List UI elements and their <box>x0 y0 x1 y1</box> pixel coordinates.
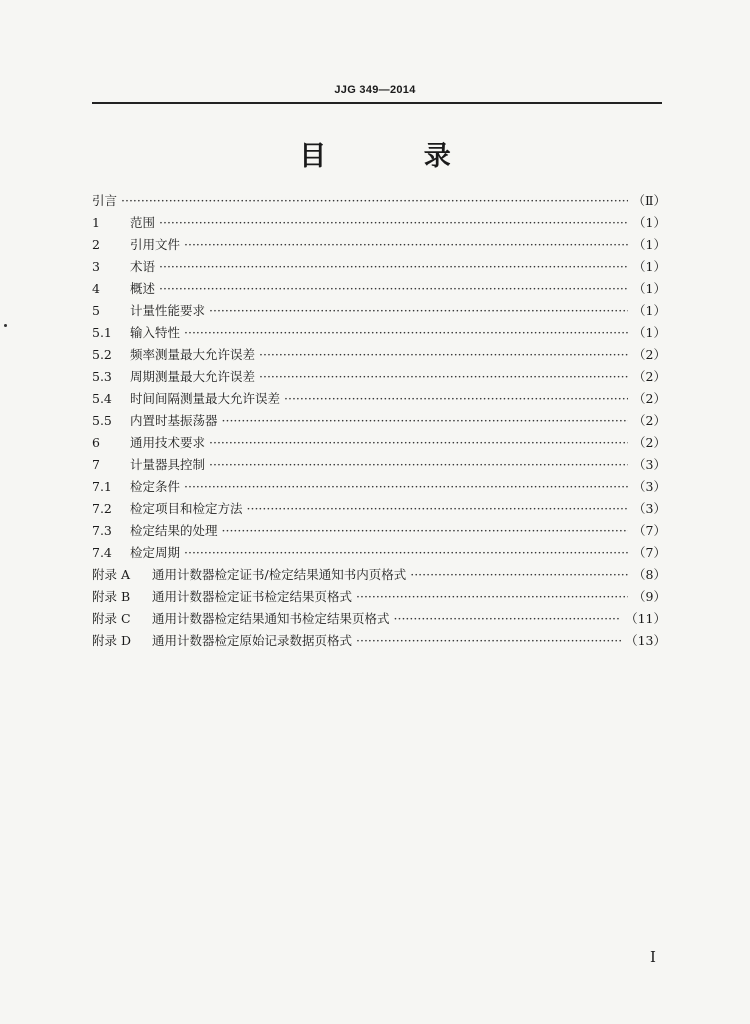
toc-entry-page: （2） <box>633 391 666 406</box>
toc-entry[interactable] <box>92 476 666 498</box>
dot-leader <box>159 212 628 234</box>
toc-entry[interactable] <box>92 432 666 454</box>
toc-entry-label: 计量性能要求 <box>130 303 206 318</box>
toc-entry-label: 引用文件 <box>130 237 181 252</box>
toc-entry-number: 7.1 <box>92 479 112 494</box>
toc-entry-page: （3） <box>633 501 666 516</box>
dot-leader <box>184 234 628 256</box>
toc-entry-page: （7） <box>633 545 666 560</box>
scan-speck <box>4 324 7 327</box>
toc-entry[interactable] <box>92 234 666 256</box>
toc-entry-number: 5.3 <box>92 369 112 384</box>
dot-leader <box>247 498 628 520</box>
toc-entry-page: （3） <box>633 479 666 494</box>
toc-entry-number: 5.4 <box>92 391 112 406</box>
toc-entry[interactable] <box>92 520 666 542</box>
toc-entry-page: （1） <box>633 259 666 274</box>
toc-entry[interactable] <box>92 542 666 564</box>
dot-leader <box>184 542 628 564</box>
page-title: 目 录 <box>299 141 495 172</box>
toc-entry-label: 术语 <box>130 259 156 274</box>
toc-entry-number: 2 <box>92 237 100 252</box>
toc-entry[interactable] <box>92 366 666 388</box>
dot-leader <box>259 366 628 388</box>
dot-leader <box>184 322 628 344</box>
toc-entry-number: 5.5 <box>92 413 112 428</box>
toc-entry-number: 6 <box>92 435 100 450</box>
dot-leader <box>209 454 628 476</box>
appendix-label: 通用计数器检定证书/检定结果通知书内页格式 <box>152 567 407 582</box>
toc-entry-number: 7 <box>92 457 100 472</box>
dot-leader <box>209 432 628 454</box>
appendix-number: 附录 D <box>92 633 131 648</box>
appendix-page: （8） <box>633 567 666 582</box>
toc-appendix-entry[interactable] <box>92 564 666 586</box>
toc-entry-label: 周期测量最大允许误差 <box>130 369 256 384</box>
toc-entry-label: 引言 <box>92 193 118 208</box>
appendix-page: （9） <box>633 589 666 604</box>
dot-leader <box>284 388 628 410</box>
toc-entry-label: 检定周期 <box>130 545 181 560</box>
toc-entry[interactable] <box>92 388 666 410</box>
toc-entry-page: （7） <box>633 523 666 538</box>
toc-entry-number: 7.2 <box>92 501 112 516</box>
dot-leader <box>356 630 621 652</box>
toc-entry[interactable] <box>92 322 666 344</box>
toc-entry-label: 检定结果的处理 <box>130 523 218 538</box>
toc-appendix-entry[interactable] <box>92 630 666 652</box>
dot-leader <box>410 564 628 586</box>
toc-entry[interactable] <box>92 498 666 520</box>
header-rule <box>92 102 662 104</box>
appendix-page: （11） <box>625 611 666 626</box>
toc-entry-page: （2） <box>633 435 666 450</box>
toc-entry-label: 计量器具控制 <box>130 457 206 472</box>
toc-entry-page: （1） <box>633 237 666 252</box>
toc-entry-page: （2） <box>633 413 666 428</box>
appendix-number: 附录 C <box>92 611 131 626</box>
toc-entry-label: 输入特性 <box>130 325 181 340</box>
dot-leader <box>159 278 628 300</box>
toc-entry-page: （3） <box>633 457 666 472</box>
appendix-label: 通用计数器检定证书检定结果页格式 <box>152 589 353 604</box>
toc-entry-number: 7.3 <box>92 523 112 538</box>
toc-entry-page: （1） <box>633 215 666 230</box>
toc-entry-label: 内置时基振荡器 <box>130 413 218 428</box>
dot-leader <box>222 520 628 542</box>
toc-entry-label: 频率测量最大允许误差 <box>130 347 256 362</box>
dot-leader <box>222 410 628 432</box>
toc-entry-number: 5 <box>92 303 100 318</box>
page-number: I <box>650 948 656 966</box>
table-of-contents <box>92 190 666 652</box>
toc-entry-page: （1） <box>633 281 666 296</box>
toc-entry[interactable] <box>92 454 666 476</box>
toc-entry[interactable] <box>92 300 666 322</box>
appendix-number: 附录 B <box>92 589 131 604</box>
toc-entry-number: 5.1 <box>92 325 112 340</box>
toc-entry-label: 通用技术要求 <box>130 435 206 450</box>
toc-entry-page: （1） <box>633 325 666 340</box>
toc-entry[interactable] <box>92 410 666 432</box>
standard-code: JJG 349—2014 <box>334 84 416 96</box>
toc-entry[interactable] <box>92 212 666 234</box>
appendix-label: 通用计数器检定结果通知书检定结果页格式 <box>152 611 390 626</box>
toc-appendix-entry[interactable] <box>92 586 666 608</box>
toc-entry-label: 范围 <box>130 215 156 230</box>
toc-entry-number: 7.4 <box>92 545 112 560</box>
toc-entry-page: （2） <box>633 369 666 384</box>
toc-entry-label: 概述 <box>130 281 156 296</box>
toc-entry[interactable] <box>92 190 666 212</box>
toc-entry-label: 检定条件 <box>130 479 181 494</box>
dot-leader <box>209 300 628 322</box>
dot-leader <box>259 344 628 366</box>
toc-entry-number: 5.2 <box>92 347 112 362</box>
toc-entry-page: （Ⅱ） <box>632 193 666 208</box>
appendix-page: （13） <box>625 633 666 648</box>
toc-entry-label: 时间间隔测量最大允许误差 <box>130 391 281 406</box>
dot-leader <box>184 476 628 498</box>
dot-leader <box>394 608 622 630</box>
toc-appendix-entry[interactable] <box>92 608 666 630</box>
toc-entry[interactable] <box>92 256 666 278</box>
dot-leader <box>159 256 628 278</box>
appendix-number: 附录 A <box>92 567 131 582</box>
appendix-label: 通用计数器检定原始记录数据页格式 <box>152 633 353 648</box>
dot-leader <box>121 190 628 212</box>
toc-entry-label: 检定项目和检定方法 <box>130 501 243 516</box>
toc-entry-page: （2） <box>633 347 666 362</box>
toc-entry-number: 3 <box>92 259 100 274</box>
dot-leader <box>356 586 628 608</box>
toc-entry-number: 1 <box>92 215 100 230</box>
toc-entry-page: （1） <box>633 303 666 318</box>
toc-entry[interactable] <box>92 278 666 300</box>
toc-entry[interactable] <box>92 344 666 366</box>
toc-entry-number: 4 <box>92 281 100 296</box>
